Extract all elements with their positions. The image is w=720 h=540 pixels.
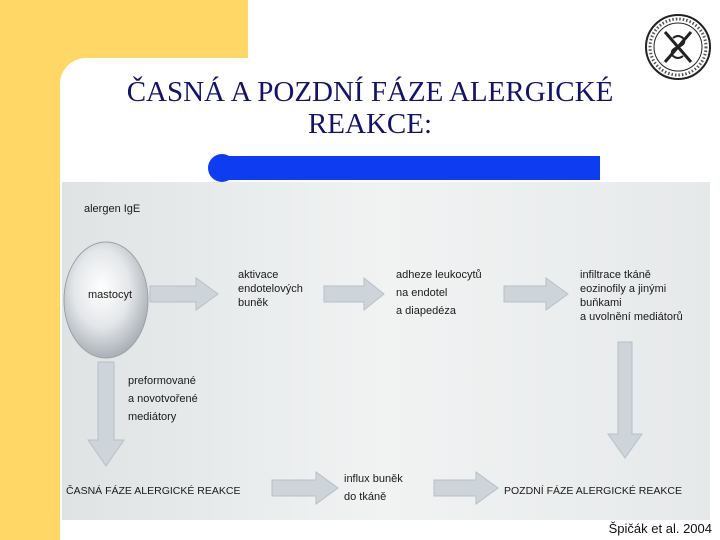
slide-title [70, 76, 670, 140]
step2-line2: na endotel [396, 287, 448, 299]
influx-line2: do tkáně [344, 491, 387, 503]
scan-background [62, 182, 710, 520]
step3-line4: a uvolnění mediátorů [580, 311, 683, 323]
citation: Špičák et al. 2004 [608, 521, 712, 536]
influx-line1: influx buněk [344, 473, 403, 485]
slide-title-line1: ČASNÁ A POZDNÍ FÁZE ALERGICKÉ [126, 76, 614, 108]
early-phase-label: ČASNÁ FÁZE ALERGICKÉ REAKCE [66, 485, 241, 497]
step1-line3: buněk [238, 297, 268, 309]
step3-line3: buňkami [580, 297, 622, 309]
step1-line1: aktivace [238, 269, 279, 281]
mediators-line2: a novotvořené [128, 393, 198, 405]
step3-line1: infiltrace tkáně [580, 269, 651, 281]
late-phase-label: POZDNÍ FÁZE ALERGICKÉ REAKCE [504, 485, 682, 497]
mediators-line1: preformované [128, 375, 196, 387]
allergen-ige-label: alergen IgE [84, 203, 141, 215]
title-underline-bar [210, 156, 600, 180]
title-underline-cap [208, 154, 236, 182]
step1-line2: endotelových [238, 283, 303, 295]
university-seal-icon [643, 12, 713, 82]
allergic-reaction-diagram [62, 182, 710, 520]
step2-line3: a diapedéza [396, 305, 456, 317]
step3-line2: eozinofily a jinými [580, 283, 667, 295]
mediators-line3: mediátory [128, 411, 177, 423]
mastocyt-label: mastocyt [88, 289, 133, 301]
step2-line1: adheze leukocytů [396, 269, 482, 281]
slide-title-line2: REAKCE: [307, 108, 433, 140]
